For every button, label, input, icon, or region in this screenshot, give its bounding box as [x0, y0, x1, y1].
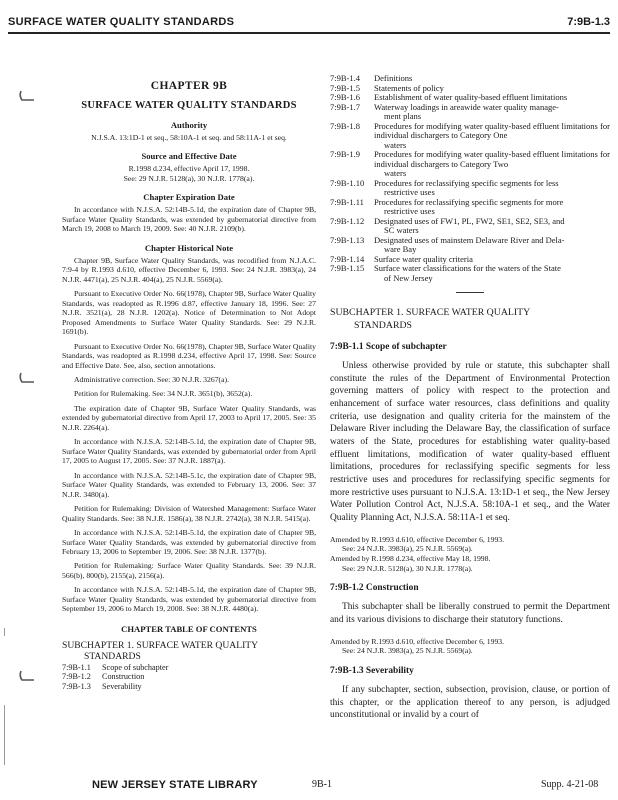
binder-hole-mark [18, 370, 38, 386]
toc-title-cont: ment plans [384, 111, 422, 122]
toc-subchapter [62, 640, 316, 663]
section-heading: 7:9B-1.1 Scope of subchapter [330, 341, 447, 352]
toc-entry[interactable] [330, 217, 610, 236]
history-note: Chapter 9B, Surface Water Quality Standards, was recodified from N.J.A.C. 7:9-4 by R.1993 d.610, effective December 6, 1993. See: 24 N.J.R. 3983(a), 24 N.J.R. 4471(a), 25 N.J.R. 404(a), 25 N.J.R. 5569(a). [62, 255, 316, 284]
toc-title-cont: of New Jersey [384, 272, 433, 283]
history-note: Administrative correction. See: 30 N.J.R. 3267(a). [74, 374, 229, 384]
amendment-line: See: 24 N.J.R. 3983(a), 25 N.J.R. 5569(a). [342, 544, 473, 554]
toc-title-cont: ware Bay [384, 244, 417, 255]
toc-entry[interactable] [330, 150, 610, 179]
toc-title: Surface water classifications for the waters of the State [374, 263, 561, 274]
history-note: In accordance with N.J.S.A. 52:14B-5.1c, the expiration date of Chapter 9B, Surface Water Quality Standards, was extended to February 13, 2006. See: 37 N.J.R. 3480(a). [62, 470, 316, 499]
section-body: This subchapter shall be liberally construed to permit the Department and its various divisions to discharge their statutory functions. [330, 602, 610, 625]
toc-list [330, 74, 610, 283]
toc-number: 7:9B-1.2 [62, 672, 91, 682]
source-heading: Source and Effective Date [141, 151, 237, 162]
amendment-note [330, 535, 610, 574]
toc-entry[interactable] [330, 264, 610, 283]
binder-hole-mark [18, 88, 38, 104]
toc-subchapter-line: STANDARDS [84, 651, 141, 663]
subchapter-line: SUBCHAPTER 1. SURFACE WATER QUALITY [330, 307, 531, 319]
toc-title-cont: restrictive uses [384, 206, 435, 217]
history-note: Pursuant to Executive Order No. 66(1978), Chapter 9B, Surface Water Quality Standards, was readopted as R.1996 d.87, effective January 18, 1996. See: 27 N.J.R. 3521(a), 28 N.J.R. 1202(a). Notice of Determination to Not Adopt Proposed Amendments to Surface Water Quality Standards. See: 29 N.J.R. 1691(b). [62, 289, 316, 337]
toc-title: Procedures for modifying water quality-based effluent limitations for individual dischargers to Category Two [374, 149, 610, 169]
toc-subchapter-line: SUBCHAPTER 1. SURFACE WATER QUALITY [62, 639, 259, 651]
toc-entry[interactable] [330, 236, 610, 255]
toc-title: Definitions [374, 73, 413, 83]
toc-entry[interactable] [330, 198, 610, 217]
toc-title: Surface water quality criteria [374, 253, 473, 264]
toc-title: Procedures for reclassifying specific segments for more [374, 196, 564, 207]
source-line: R.1998 d.234, effective April 17, 1998. [128, 164, 250, 174]
toc-number: 7:9B-1.5 [330, 82, 360, 93]
toc-entry[interactable] [330, 103, 610, 122]
expiration-text: In accordance with N.J.S.A. 52:14B-5.1d, the expiration date of Chapter 9B, Surface Water Quality Standards, was extended by gubernatorial directive from March 19, 2008 to March 19, 2009. See: 40 N.J.R. 2109(b). [62, 205, 316, 234]
chapter-number: CHAPTER 9B [150, 80, 228, 92]
toc-entry[interactable] [330, 74, 610, 84]
authority-heading: Authority [170, 120, 208, 130]
history-note: Pursuant to Executive Order No. 66(1978), Chapter 9B, Surface Water Quality Standards, was readopted as R.1998 d.234, effective April 17, 1998. See: Source and Effective Date. See, also, section annotations. [62, 341, 316, 370]
history-note: Petition for Rulemaking. See: 34 N.J.R. 3651(b), 3652(a). [74, 389, 253, 399]
toc-number: 7:9B-1.11 [330, 196, 364, 207]
margin-tick [4, 628, 5, 636]
toc-number: 7:9B-1.6 [330, 92, 360, 103]
history-heading: Chapter Historical Note [144, 242, 234, 253]
amendment-line: Amended by R.1998 d.234, effective May 18, 1998. [330, 554, 491, 563]
section-body: Unless otherwise provided by rule or statute, this subchapter shall constitute the rules of the Department of Environmental Protection governing matters of policy with respect to the protection and enhancement of surface water resources, class definitions and quality criteria, use designation and quality criteria for the mainstem of the Delaware River including the Delaware Bay, the classification of surface waters of the State, procedures for establishing water quality-based effluent limitations, modification of water quality-based effluent limitations, procedures for reclassifying specific segments for less restrictive uses and procedures for reclassifying specific segments for more restrictive uses pursuant to N.J.S.A. 13:1D-1 et seq., the New Jersey Water Pollution Control Act, N.J.S.A. 58:10A-1 et seq., and the Water Quality Planning Act, N.J.S.A. 58:11A-1 et seq. [330, 360, 610, 524]
footer-library: NEW JERSEY STATE LIBRARY [92, 779, 258, 791]
toc-list [62, 663, 316, 691]
toc-number: 7:9B-1.1 [62, 662, 91, 672]
left-column [62, 76, 316, 691]
amendment-line: See: 29 N.J.R. 5128(a), 30 N.J.R. 1778(a). [342, 563, 473, 573]
running-header [8, 16, 610, 30]
toc-title-cont: waters [384, 139, 407, 150]
history-note: In accordance with N.J.S.A. 52:14B-5.1d, the expiration date of Chapter 9B, Surface Water Quality Standards, was extended by gubernatorial directive from September 19, 2006 to March 19, 2008. See: 38 N.J.R. 4480(a). [62, 585, 316, 614]
toc-title: Scope of subchapter [102, 662, 169, 672]
toc-title: Construction [102, 672, 145, 682]
source-line: See: 29 N.J.R. 5128(a), 30 N.J.R. 1778(a). [123, 173, 255, 183]
toc-entry[interactable] [62, 682, 316, 691]
toc-number: 7:9B-1.8 [330, 120, 360, 131]
header-title: SURFACE WATER QUALITY STANDARDS [8, 16, 235, 28]
toc-number: 7:9B-1.12 [330, 215, 365, 226]
toc-title: Designated uses of FW1, PL, FW2, SE1, SE2, SE3, and [374, 215, 565, 226]
toc-title: Procedures for modifying water quality-based effluent limitations for individual dischargers to Category One [374, 120, 610, 141]
toc-title: Statements of policy [374, 82, 444, 93]
subchapter-line: STANDARDS [354, 319, 413, 331]
chapter-title: SURFACE WATER QUALITY STANDARDS [81, 100, 297, 111]
toc-number: 7:9B-1.3 [62, 681, 91, 691]
amendment-line: Amended by R.1993 d.610, effective December 6, 1993. [330, 636, 505, 646]
right-column [330, 73, 610, 732]
toc-entry[interactable] [330, 122, 610, 151]
separator-rule [456, 292, 484, 293]
toc-heading: CHAPTER TABLE OF CONTENTS [121, 623, 257, 634]
authority-text: N.J.S.A. 13:1D-1 et seq., 58:10A-1 et seq. and 58:11A-1 et seq. [91, 133, 287, 142]
subchapter-heading [330, 307, 610, 331]
amendment-line: Amended by R.1993 d.610, effective December 6, 1993. [330, 534, 505, 544]
toc-number: 7:9B-1.7 [330, 101, 360, 112]
header-rule [8, 32, 610, 34]
toc-title-cont: restrictive uses [384, 187, 435, 198]
history-note: The expiration date of Chapter 9B, Surface Water Quality Standards, was extended by gubernatorial directive from April 17, 2003 to April 17, 2005. See: 35 N.J.R. 2264(a). [62, 403, 316, 432]
toc-number: 7:9B-1.4 [330, 73, 360, 83]
toc-title: Designated uses of mainstem Delaware River and Dela- [374, 234, 565, 245]
toc-title: Waterway loadings in areawide water quality manage- [374, 101, 559, 112]
footer-supplement: Supp. 4-21-08 [541, 779, 599, 790]
section-heading: 7:9B-1.2 Construction [330, 583, 419, 594]
margin-tick [4, 705, 5, 765]
toc-title-cont: SC waters [384, 225, 419, 236]
history-note: In accordance with N.J.S.A. 52:14B-5.1d, the expiration date of Chapter 9B, Surface Water Quality Standards, was extended by gubernatorial order from April 17, 2005 to August 17, 2005. See: 37 N.J.R. 1887(a). [62, 437, 316, 466]
amendment-note [330, 637, 610, 656]
section-heading: 7:9B-1.3 Severability [330, 665, 414, 676]
history-note: In accordance with N.J.S.A. 52:14B-5.1d, the expiration date of Chapter 9B, Surface Water Quality Standards, was extended by gubernatorial directive from February 13, 2006 to September 19, 2006. See: 38 N.J.R. 1377(b). [62, 528, 316, 556]
footer-page-number: 9B-1 [312, 779, 332, 790]
toc-entry[interactable] [62, 672, 316, 681]
expiration-heading: Chapter Expiration Date [143, 192, 235, 203]
header-section: 7:9B-1.3 [567, 16, 610, 28]
toc-title: Procedures for reclassifying specific segments for less [374, 177, 559, 188]
toc-number: 7:9B-1.10 [330, 177, 365, 188]
toc-title-cont: waters [384, 168, 407, 179]
toc-number: 7:9B-1.9 [330, 149, 360, 160]
history-note: Petition for Rulemaking: Surface Water Quality Standards. See: 39 N.J.R. 566(b), 800(b), 2155(a), 2156(a). [62, 561, 316, 580]
toc-number: 7:9B-1.14 [330, 253, 365, 264]
toc-entry[interactable] [62, 663, 316, 672]
toc-title: Severability [102, 681, 142, 691]
toc-entry[interactable] [330, 179, 610, 198]
toc-number: 7:9B-1.15 [330, 263, 365, 274]
binder-hole-mark [18, 668, 38, 684]
toc-title: Establishment of water quality-based effluent limitations [374, 92, 568, 103]
history-note: Petition for Rulemaking: Division of Watershed Management: Surface Water Quality Standards. See: 38 N.J.R. 1586(a), 38 N.J.R. 2742(a), 38 N.J.R. 5415(a). [62, 504, 316, 523]
toc-number: 7:9B-1.13 [330, 234, 365, 245]
amendment-line: See: 24 N.J.R. 3983(a), 25 N.J.R. 5569(a). [342, 646, 473, 656]
section-body: If any subchapter, section, subsection, provision, clause, or portion of this chapter, or the application thereof to any person, is adjudged unconstitutional or invalid by a court of [330, 684, 610, 721]
